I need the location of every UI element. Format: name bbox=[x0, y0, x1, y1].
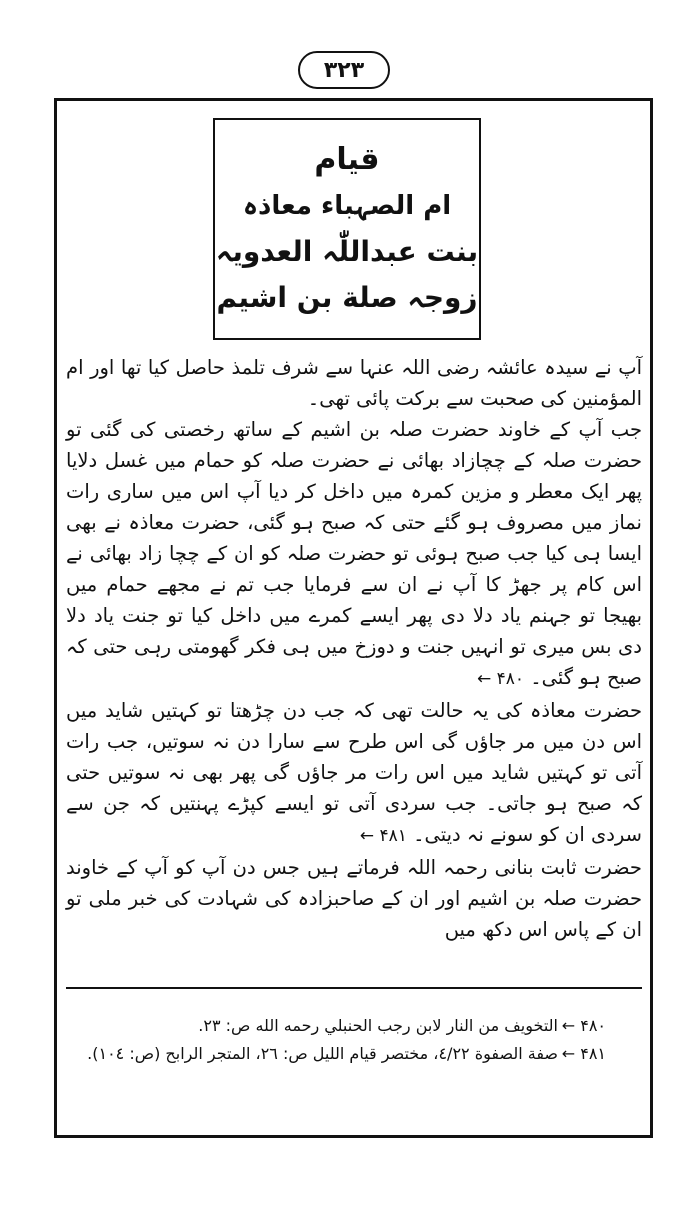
paragraph-3-text: حضرت معاذہ کی یہ حالت تھی کہ جب دن چڑھتا تو کہتیں شاید میں اس دن میں مر جاؤں گی اس طرح سے سارا دن نہ سوتیں، جب رات آتی تو کہتیں شاید میں اس رات مر جاؤں گی پھر بھی نہ سوتیں حتی کہ صبح ہو جاتی۔ جب سردی آتی تو ایسے کپڑے پہنتیں کہ جن سے سردی ان کو سونے نہ دیتی۔ bbox=[66, 699, 642, 846]
chapter-title-box bbox=[213, 118, 481, 340]
body-text bbox=[66, 352, 642, 945]
footnote-ref-481: ۴۸۱ ← bbox=[359, 826, 407, 846]
footnote-number: ۴۸۰ ← bbox=[561, 1016, 606, 1035]
footnote-480 bbox=[66, 1012, 606, 1040]
title-line-4: زوجہ صلة بن اشیم bbox=[216, 281, 478, 314]
footnote-text: التخويف من النار لابن رجب الحنبلي رحمه الله ص: ٢٣. bbox=[198, 1016, 558, 1035]
paragraph-1: آپ نے سیدہ عائشہ رضی اللہ عنہا سے شرف تلمذ حاصل کیا تھا اور ام المؤمنین کی صحبت سے برکت پائی تھی۔ bbox=[66, 356, 642, 410]
footnote-ref-480: ۴۸۰ ← bbox=[476, 669, 525, 689]
paragraph-2 bbox=[66, 414, 642, 695]
title-line-2: ام الصہباء معاذہ bbox=[242, 191, 452, 221]
paragraph-3 bbox=[66, 695, 642, 852]
title-line-3: بنت عبداللّٰہ العدویہ bbox=[215, 235, 479, 268]
footnotes bbox=[66, 1012, 606, 1068]
paragraph-4: حضرت ثابت بنانی رحمہ اللہ فرماتے ہیں جس دن آپ کو آپ کے خاوند حضرت صلہ بن اشیم اور ان کے صاحبزادہ کی شہادت کی خبر ملی تو ان کے پاس اس دکھ میں bbox=[66, 856, 642, 941]
footnote-481 bbox=[66, 1040, 606, 1068]
page-number: ۳۲۳ bbox=[298, 51, 390, 89]
footnote-text: صفة الصفوة ٤/٢٢، مختصر قيام الليل ص: ٢٦، المتجر الرابح (ص: ١٠٤). bbox=[87, 1044, 558, 1063]
paragraph-2-text: جب آپ کے خاوند حضرت صلہ بن اشیم کے ساتھ رخصتی کی گئی تو حضرت صلہ کے چچازاد بھائی نے حضرت صلہ کو حمام میں غسل دلایا پھر ایک معطر و مزین کمرہ میں داخل کر دیا آپ اس میں ساری رات نماز میں مصروف ہو گئے حتی کہ صبح ہو گئی، حضرت معاذہ نے بھی ایسا ہی کیا جب صبح ہوئی تو حضرت صلہ کو ان کے چچا زاد بھائی نے اس کام پر جھڑ کا آپ نے ان سے فرمایا جب تم نے مجھے حمام میں بھیجا تو جہنم یاد دلا دی پھر ایسے کمرے میں داخل کیا تو جنت یاد دلا دی بس میری تو انہیں جنت و دوزخ میں ہی فکر گھومتی رہی حتی کہ صبح ہو گئی۔ bbox=[66, 418, 642, 689]
footnote-number: ۴۸۱ ← bbox=[561, 1044, 606, 1063]
title-line-1: قیام bbox=[314, 142, 380, 177]
footnote-divider bbox=[66, 987, 642, 989]
